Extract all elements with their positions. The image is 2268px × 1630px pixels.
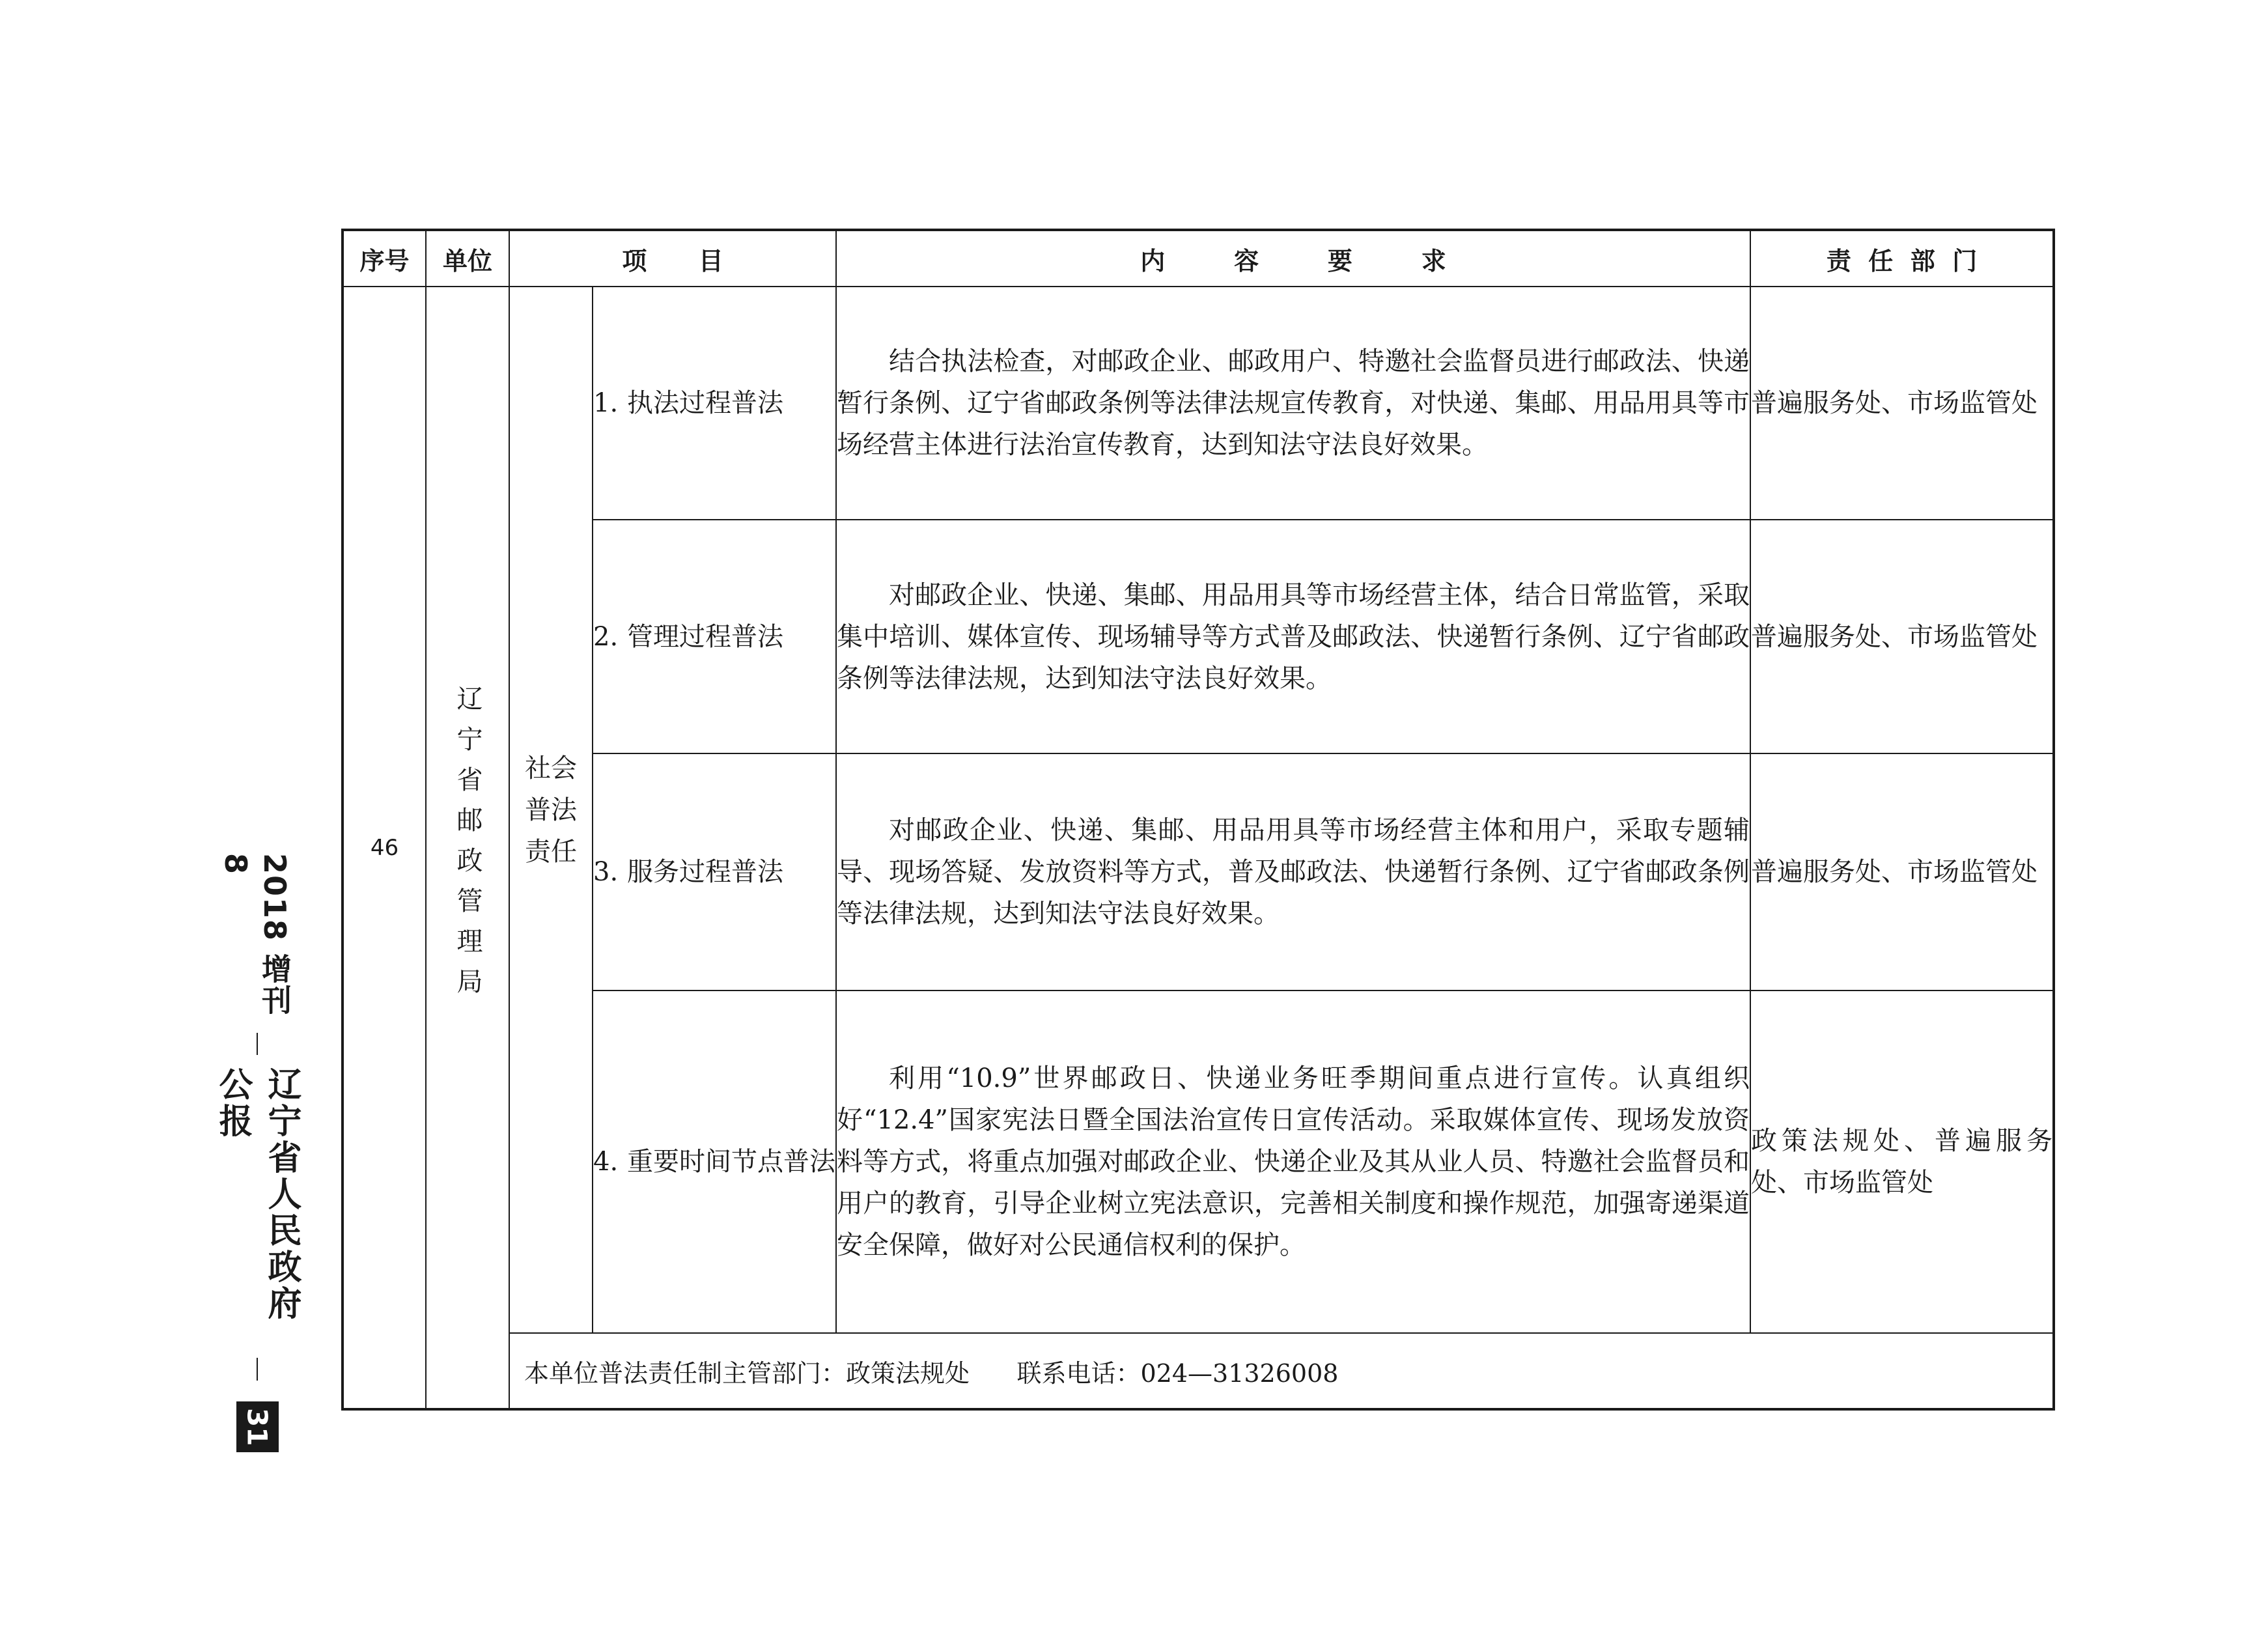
item-number: 3. [593, 857, 619, 887]
item-cell [593, 991, 836, 1333]
responsibility-table [341, 229, 2055, 1411]
item-name: 重要时间节点普法 [627, 1147, 835, 1177]
header-content: 内 容 要 求 [836, 230, 1750, 287]
dept-text: 普遍服务处、市场监管处 [1751, 621, 2038, 652]
footer-supervisor: 本单位普法责任制主管部门：政策法规处 [524, 1358, 970, 1388]
page-number: 31 [236, 1401, 279, 1452]
footer-phone: 联系电话：024—31326008 [1016, 1358, 1339, 1388]
table-row [343, 520, 2054, 753]
item-name: 服务过程普法 [627, 857, 783, 887]
category-name: 社会普法责任 [525, 753, 577, 867]
item-number: 4. [593, 1147, 619, 1177]
dept-cell [1750, 520, 2054, 753]
table-footer-row [343, 1333, 2054, 1409]
seq-number: 46 [370, 834, 399, 861]
dept-cell [1750, 991, 2054, 1333]
footer-cell [509, 1333, 2054, 1409]
dept-cell [1750, 753, 2054, 991]
seq-cell [343, 287, 426, 1409]
unit-cell [426, 287, 509, 1409]
item-cell [593, 520, 836, 753]
header-seq: 序号 [343, 230, 426, 287]
category-cell [509, 287, 593, 1333]
table-row [343, 287, 2054, 520]
header-dept: 责 任 部 门 [1750, 230, 2054, 287]
journal-title: 辽宁省人民政府公报 [213, 1066, 301, 1322]
item-number: 1. [593, 388, 619, 418]
content-text: 利用“10.9”世界邮政日、快递业务旺季期间重点进行宣传。认真组织好“12.4”国家宪法日暨全国法治宣传日宣传活动。采取媒体宣传、现场发放资料等方式，将重点加强对邮政企业、快递企业及其从业人员、特邀社会监督员和用户的教育，引导企业树立宪法意识，完善相关制度和操作规范，加强寄递渠道安全保障，做好对公民通信权利的保护。 [837, 1063, 1750, 1260]
dept-cell [1750, 287, 2054, 520]
item-number: 2. [593, 621, 619, 652]
content-cell [836, 520, 1750, 753]
item-cell [593, 287, 836, 520]
header-unit: 单位 [426, 230, 509, 287]
table-header-row [343, 230, 2054, 287]
content-text: 结合执法检查，对邮政企业、邮政用户、特邀社会监督员进行邮政法、快递暂行条例、辽宁省邮政条例等法律法规宣传教育，对快递、集邮、用品用具等市场经营主体进行法治宣传教育，达到知法守法良好效果。 [837, 346, 1750, 460]
item-name: 执法过程普法 [627, 388, 783, 418]
dept-text: 政策法规处、普遍服务处、市场监管处 [1751, 1126, 2053, 1198]
content-text: 对邮政企业、快递、集邮、用品用具等市场经营主体和用户，采取专题辅导、现场答疑、发放资料等方式，普及邮政法、快递暂行条例、辽宁省邮政条例等法律法规，达到知法守法良好效果。 [837, 815, 1750, 929]
item-name: 管理过程普法 [627, 621, 783, 652]
item-cell [593, 753, 836, 991]
margin-header-inner [208, 853, 306, 1452]
separator [257, 1033, 258, 1055]
margin-header [208, 853, 301, 1452]
content-cell [836, 287, 1750, 520]
header-item: 项 目 [509, 230, 836, 287]
content-text: 对邮政企业、快递、集邮、用品用具等市场经营主体，结合日常监管，采取集中培训、媒体宣传、现场辅导等方式普及邮政法、快递暂行条例、辽宁省邮政条例等法律法规，达到知法守法良好效果。 [837, 580, 1750, 694]
table-row [343, 991, 2054, 1333]
content-cell [836, 753, 1750, 991]
unit-name: 辽宁省邮政管理局 [453, 684, 483, 1008]
dept-text: 普遍服务处、市场监管处 [1751, 388, 2038, 418]
footer-line [510, 1353, 2052, 1389]
separator [257, 1358, 258, 1380]
table-row [343, 753, 2054, 991]
issue-label: 2018 增刊 8 [218, 853, 292, 1017]
dept-text: 普遍服务处、市场监管处 [1751, 857, 2038, 887]
content-cell [836, 991, 1750, 1333]
